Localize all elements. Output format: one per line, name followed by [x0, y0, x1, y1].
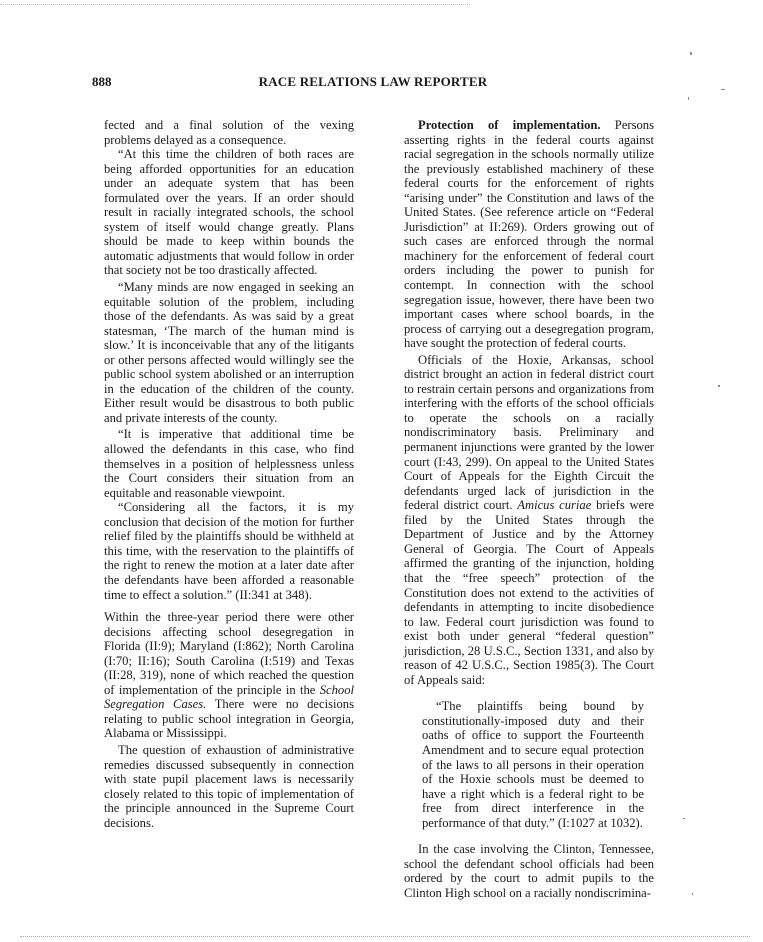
page-header — [92, 74, 654, 94]
paragraph-text: Within the three-year period there were other decisions affecting school desegregation in Florida (II:9); Maryland (I:862); North Carolina (I:70; II:16); South Carolina (I:519) and Texas (II:28, 319), none of which reached the question of implementation of the principle in the — [104, 610, 354, 697]
scan-speck — [688, 97, 689, 100]
paragraph-text: briefs were filed by the United States through the Department of Justice and by the Attorney General of Georgia. The Court of Appeals affirmed the granting of the injunction, holding that the “free speech” protection of the Constitution does not extend to the activities of defendants in attempting to incite disobedience to law. Federal court jurisdiction was found to exist both under general “federal question” jurisdiction, 28 U.S.C., Section 1331, and also by reason of 42 U.S.C., Section 1985(3). The Court of Appeals said: — [404, 498, 654, 687]
quote-paragraph: “Considering all the factors, it is my conclusion that decision of the motion for further relief filed by the plaintiffs should be withheld at this time, with the reservation to the plaintiffs of the right to renew the motion at a later date after the defendants have been afforded a reasonable time to effect a solution.” (II:341 at 348). — [104, 500, 354, 602]
quote-paragraph: “Many minds are now engaged in seeking an equitable solution of the problem, including those of the defendants. As was said by a great statesman, ‘The march of the human mind is slow.’ It is inconceivable that any of the litigants or other persons affected would willingly see the public school system abolished or an interruption in the education of the children of the county. Either result would be disastrous to both public and private interests of the county. — [104, 280, 354, 425]
scan-speck — [692, 893, 693, 895]
paragraph-text: Officials of the Hoxie, Arkansas, school district brought an action in federal district court to restrain certain persons and organizations from interfering with the efforts of the school officials to operate the schools on a racially nondiscriminatory basis. Preliminary and permanent injunctions were granted by the lower court (I:43, 299). On appeal to the United States Court of Appeals for the Eighth Circuit the defendants urged lack of jurisdiction in the federal district court. — [404, 352, 654, 513]
paragraph: In the case involving the Clinton, Tennessee, school the defendant school officials had been ordered by the court to admit pupils to the Clinton High school on a racially nondiscrimina- — [404, 842, 654, 900]
latin-term: Amicus curiae — [517, 498, 592, 513]
paragraph — [404, 353, 654, 688]
quote-paragraph: “At this time the children of both races are being afforded opportunities for an education under an adequate system that has been formulated over the years. If an order should result in racially integrated schools, the school system of itself would change greatly. Plans should be made to keep within bounds the automatic adjustments that would follow in order that society not be too drastically affected. — [104, 147, 354, 278]
running-head: RACE RELATIONS LAW REPORTER — [258, 74, 488, 89]
scan-speck — [721, 89, 725, 90]
section-heading: Protection of implementation. — [418, 118, 601, 132]
scan-speck — [683, 818, 685, 819]
block-quote: “The plaintiffs being bound by constitutionally-imposed duty and their oaths of office to support the Fourteenth Amendment and to secure equal protection of the laws to all persons in their operation of the Hoxie schools must be deemed to have a right which is a federal right to be free from direct interference in the performance of that duty.” (I:1027 at 1032). — [422, 699, 644, 830]
scan-artifact-top — [0, 4, 470, 5]
scan-artifact-bottom — [20, 936, 750, 937]
scan-speck — [690, 52, 692, 55]
paragraph: The question of exhaustion of administrative remedies discussed subsequently in connection with state pupil placement laws is necessarily closely related to this topic of implementation of the principle announced in the Supreme Court decisions. — [104, 742, 354, 830]
case-name: School Segregation Cases. — [104, 682, 354, 712]
paragraph — [404, 118, 654, 351]
paragraph-text: Persons asserting rights in the federal courts against racial segregation in the schools normally utilize the previously established machinery of these federal courts for the enforcement of rights “arising under” the Constitution and laws of the United States. (See reference article on “Federal Jurisdiction” at II:269). Orders growing out of such cases are enforced through the normal machinery for the enforcement of federal court orders including the power to punish for contempt. In connection with the school segregation issue, however, there have been two important cases where school boards, in the process of carrying out a desegregation program, have sought the protection of federal courts. — [404, 118, 654, 351]
paragraph-text: There were no decisions relating to public school integration in Georgia, Alabama or Mississippi. — [104, 697, 354, 741]
quote-paragraph: “It is imperative that additional time be allowed the defendants in this case, who find themselves in a position of helplessness unless the Court considers their situation from an equitable and reasonable viewpoint. — [104, 427, 354, 500]
paragraph: fected and a final solution of the vexing problems delayed as a consequence. — [104, 118, 354, 147]
scan-speck — [718, 385, 720, 387]
paragraph — [104, 610, 354, 741]
page-number: 888 — [92, 74, 112, 89]
right-column — [404, 118, 654, 900]
left-column — [104, 118, 354, 830]
